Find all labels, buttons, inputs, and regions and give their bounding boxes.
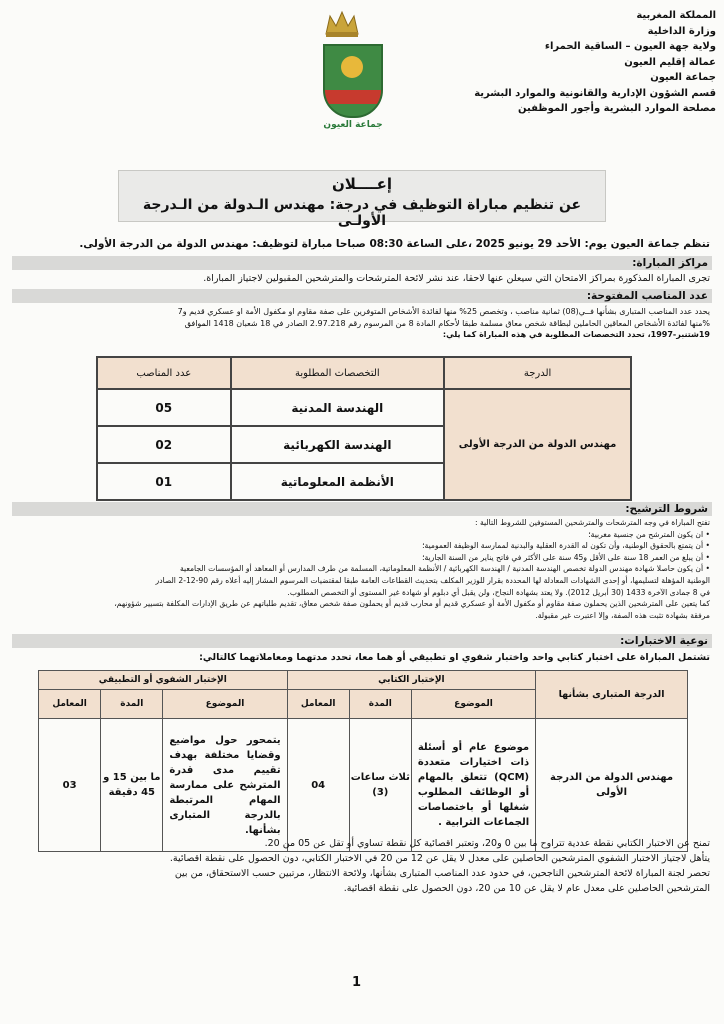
spec-cell: الأنظمة المعلوماتية	[231, 463, 445, 500]
footer-line: يتأهل لاجتياز الاختبار الشفوي المترشحين الحاصلين على معدل لا يقل عن 12 من 20 في الاختبار الكتابي، دون الحصول على نقطة اقصائية.	[169, 853, 710, 864]
count-cell: 01	[97, 463, 231, 500]
column-header-oral: الإختبار الشفوي أو التطبيقي	[39, 671, 288, 690]
announcement-box	[118, 170, 606, 229]
spec-cell: الهندسة الكهربائية	[231, 426, 445, 463]
grade-cell: مهندس الدولة من الدرجة الأولى	[444, 389, 631, 500]
column-header-duration: المدة	[349, 690, 411, 719]
spec-cell: الهندسة المدنية	[231, 389, 445, 426]
grade-cell: مهندس الدولة من الدرجة الأولى	[536, 719, 688, 852]
footer-line: تحصر لجنة المباراة لائحة المترشحين الناجحين، في حدود عدد المناصب المتبارى بشأنها، ولائحة الانتظار، مرتبين حسب الاستحقاق، من بين	[174, 868, 710, 879]
written-subject-cell: موضوع عام أو أسئلة ذات اختيارات متعددة (QCM) تتعلق بالمهام أو الوظائف المطلوب شغلها أو باختصاصات الجماعات الترابية .	[411, 719, 535, 852]
written-coef-cell: 04	[287, 719, 349, 852]
section-title-centers: مراكز المباراة:	[12, 256, 712, 270]
count-cell: 05	[97, 389, 231, 426]
coat-of-arms-icon	[323, 44, 383, 118]
intro-text: تنظم جماعة العيون يوم: الأحد 29 يونيو 2025 ،على الساعة 08:30 صباحا مباراة لتوظيف: مهندس الدولة من الدرجة الأولى.	[79, 238, 710, 250]
column-header-subject: الموضوع	[411, 690, 535, 719]
table-row	[97, 389, 631, 426]
exams-text: تشتمل المباراة على اختبار كتابي واحد واختبار شفوي او تطبيقي أو هما معا، تحدد مدتهما ومعاملاتهما كالتالي:	[199, 652, 710, 663]
column-header-subject: الموضوع	[163, 690, 287, 719]
section-title-exams: نوعية الاختبارات:	[12, 634, 712, 648]
footer-notes	[12, 836, 710, 896]
count-cell: 02	[97, 426, 231, 463]
positions-table	[96, 356, 632, 501]
conditions-text: تفتح المباراة في وجه المترشحات والمترشحين المستوفين للشروط التالية : • ان يكون المترشح من جنسية مغربية؛ • أن يتمتع بالحقوق الوطنية، وأن تكون له القدرة العقلية والبدنية لممارسة الوظيفة العمومية؛ • أن يبلغ من العمر 18 سنة على الأقل و45 سنة على الأكثر في فاتح يناير من السنة الجارية؛ • أن يكون حاصلا شهادة مهندس الدولة تخصص الهندسة المدنية / الهندسة الكهربائية / الأنظمة المعلوماتية، المسلمة من طرف المدارس أو المعاهد أو المؤسسات الجامعية الوطنية المؤهلة لتسليمها، أو إحدى الشهادات المعادلة لها المحددة بقرار للوزير المكلف بتحديث القطاعات العامة طبقا لمقتضيات المرسوم المشار إليه أعلاه رقم 90-12-2 الصادر في 8 جمادى الآخرة 1433 (30 أبريل 2012). ولا يعتد بشهادة النجاح، ولن يقبل أي دبلوم أو شهادة غير المستوى أو التخصص المطلوب. كما يتعين على المترشحين الذين يحملون صفة مقاوم أو مكفول الأمة أو عسكري قديم أو محارب قديم أو يحملون صفة شخص معاق، تقديم طلباتهم عن طريق الإدارات المكلفة بتسيير شؤونهم، مرفقة بشهادة تثبت هذه الصفة، وإلا اعتبرت غير مقبولة.	[114, 518, 710, 620]
announcement-title: إعــــلان	[331, 175, 393, 193]
footer-line: تمنح عن الاختبار الكتابي نقطة عددية تتراوح ما بين 0 و20، وتعتبر اقصائية كل نقطة تساوي أو تقل عن 05 من 20.	[264, 838, 710, 849]
page-number: 1	[352, 975, 362, 990]
header-line: قسم الشؤون الإدارية والقانونية والموارد البشرية	[474, 87, 716, 99]
footer-line: المترشحين الحاصلين على معدل عام لا يقل عن 10 من 20، دون الحصول على نقطة اقصائية.	[343, 883, 710, 894]
column-header-written: الإختبار الكتابي	[287, 671, 536, 690]
header-line: جماعة العيون	[650, 72, 716, 83]
announcement-subtitle: عن تنظيم مباراة التوظيف في درجة: مهندس الـدولة من الـدرجة الأولـى	[142, 197, 582, 229]
written-duration-cell: ثلاث ساعات (3)	[349, 719, 411, 852]
administrative-header	[426, 8, 716, 117]
centers-text: تجرى المباراة المذكورة بمراكز الامتحان التي سيعلن عنها لاحقا، عند نشر لائحة المترشحات والمترشحين المقبولين لاجتياز المباراة.	[203, 273, 710, 284]
column-header-coef: المعامل	[39, 690, 101, 719]
header-line: عمالة إقليم العيون	[624, 56, 716, 68]
column-header-count: عدد المناصب	[97, 357, 231, 389]
column-header-duration: المدة	[101, 690, 163, 719]
oral-subject-cell: يتمحور حول مواضيع وقضايا مختلفة بهدف تقييم مدى قدرة المترشح على ممارسة المهام المرتبطة بالدرجة المتبارى بشأنها.	[163, 719, 287, 852]
oral-coef-cell: 03	[39, 719, 101, 852]
positions-text: يحدد عدد المناصب المتبارى بشأنها فــي(08) ثمانية مناصب ، وتخصص 25% منها لفائدة الأشخاص المتوفرين على صفة مقاوم او مكفول الأمة او عسكري قديم و7 %منها لفائدة الأشخاص المعاقين الحاملين لبطاقة شخص معاق مسلمة طبقا لأحكام المادة 8 من المرسوم رقم 2.97.218 الصادر في 18 شعبان 1418 الموافق 19شتنبر-1997، تحدد التخصصات المطلوبة في هذه المباراة كما يلي:	[177, 307, 710, 340]
header-line: مصلحة الموارد البشرية وأجور الموظفين	[517, 103, 716, 114]
section-title-positions: عدد المناصب المفتوحة:	[12, 289, 712, 303]
section-title-conditions: شروط الترشيح:	[12, 502, 712, 516]
header-line: وزارة الداخلية	[647, 25, 716, 37]
column-header-spec: التخصصات المطلوبة	[231, 357, 445, 389]
oral-duration-cell: ما بين 15 و 45 دقيقة	[101, 719, 163, 852]
exams-table	[38, 670, 688, 852]
logo-caption: جماعة العيون	[323, 120, 383, 130]
table-header-row	[97, 357, 631, 389]
crown-icon	[322, 8, 362, 38]
column-header-grade: الدرجة المتبارى بشأنها	[536, 671, 688, 719]
header-line: ولاية جهة العيون – الساقية الحمراء	[544, 41, 716, 52]
table-row	[39, 719, 688, 852]
column-header-grade: الدرجة	[444, 357, 631, 389]
column-header-coef: المعامل	[287, 690, 349, 719]
header-line: المملكة المغربية	[636, 10, 716, 21]
commune-logo	[322, 8, 384, 130]
